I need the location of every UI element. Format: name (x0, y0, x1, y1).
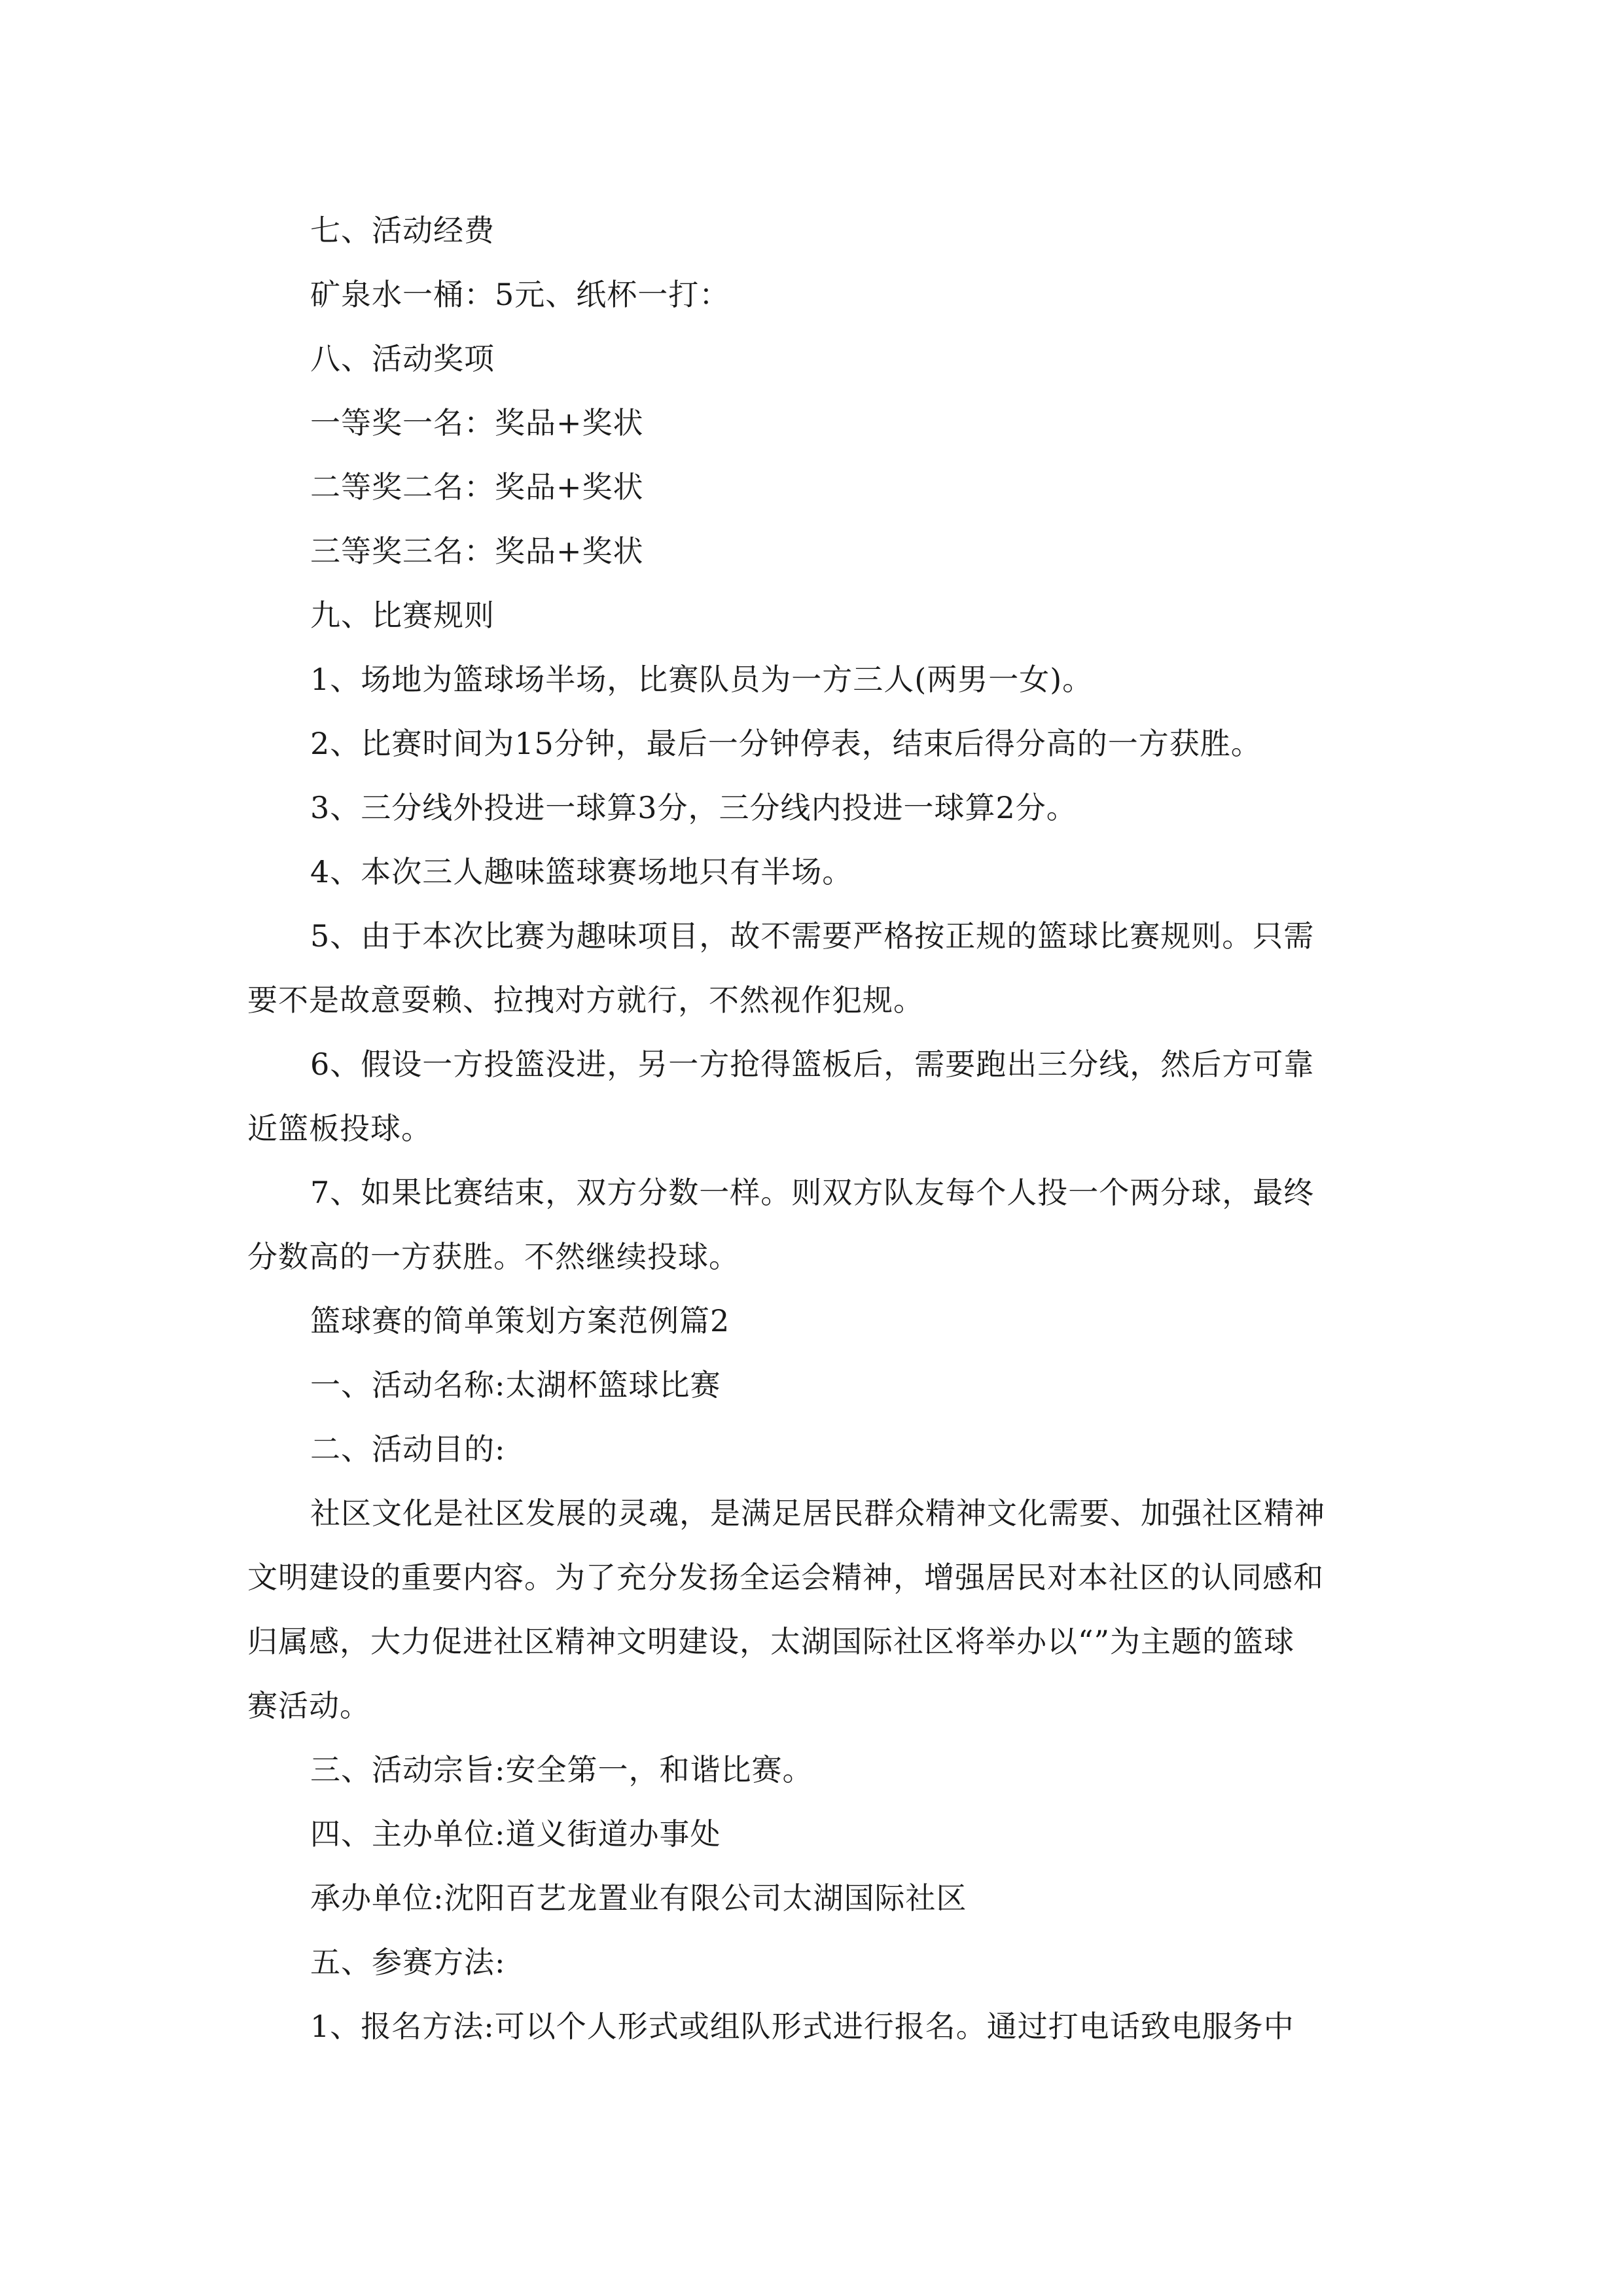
text-line: 2、比赛时间为15分钟，最后一分钟停表，结束后得分高的一方获胜。 (310, 726, 1262, 761)
text-line: 一等奖一名：奖品+奖状 (310, 405, 644, 440)
text-line: 承办单位:沈阳百艺龙置业有限公司太湖国际社区 (310, 1880, 967, 1916)
text-line: 矿泉水一桶：5元、纸杯一打： (310, 277, 730, 312)
text-line: 要不是故意耍赖、拉拽对方就行，不然视作犯规。 (247, 982, 924, 1018)
text-line: 文明建设的重要内容。为了充分发扬全运会精神，增强居民对本社区的认同感和 (247, 1560, 1324, 1595)
article-title: 篮球赛的简单策划方案范例篇2 (310, 1303, 730, 1338)
section-heading-rules: 九、比赛规则 (310, 598, 495, 633)
text-line: 分数高的一方获胜。不然继续投球。 (247, 1239, 740, 1274)
text-line: 4、本次三人趣味篮球赛场地只有半场。 (310, 854, 853, 889)
text-line: 三、活动宗旨:安全第一，和谐比赛。 (310, 1752, 813, 1787)
text-line: 1、报名方法:可以个人形式或组队形式进行报名。通过打电话致电服务中 (310, 2009, 1294, 2044)
text-line: 社区文化是社区发展的灵魂，是满足居民群众精神文化需要、加强社区精神 (310, 1496, 1325, 1531)
text-line: 四、主办单位:道义街道办事处 (310, 1816, 721, 1852)
text-line: 6、假设一方投篮没进，另一方抢得篮板后，需要跑出三分线，然后方可靠 (310, 1047, 1315, 1082)
section-heading-awards: 八、活动奖项 (310, 341, 495, 376)
text-line: 五、参赛方法: (310, 1945, 506, 1980)
text-line: 二等奖二名：奖品+奖状 (310, 469, 644, 505)
text-line: 近篮板投球。 (247, 1111, 432, 1146)
text-line: 1、场地为篮球场半场，比赛队员为一方三人(两男一女)。 (310, 662, 1094, 697)
text-line: 三等奖三名：奖品+奖状 (310, 533, 644, 569)
text-line: 一、活动名称:太湖杯篮球比赛 (310, 1367, 721, 1403)
text-line: 归属感，大力促进社区精神文明建设，太湖国际社区将举办以“”为主题的篮球 (247, 1624, 1295, 1659)
text-line: 3、三分线外投进一球算3分，三分线内投进一球算2分。 (310, 790, 1077, 825)
text-line: 二、活动目的: (310, 1431, 506, 1467)
text-line: 5、由于本次比赛为趣味项目，故不需要严格按正规的篮球比赛规则。只需 (310, 918, 1315, 954)
text-line: 7、如果比赛结束，双方分数一样。则双方队友每个人投一个两分球，最终 (310, 1175, 1315, 1210)
text-line: 赛活动。 (247, 1688, 370, 1723)
section-heading-funding: 七、活动经费 (310, 213, 495, 248)
